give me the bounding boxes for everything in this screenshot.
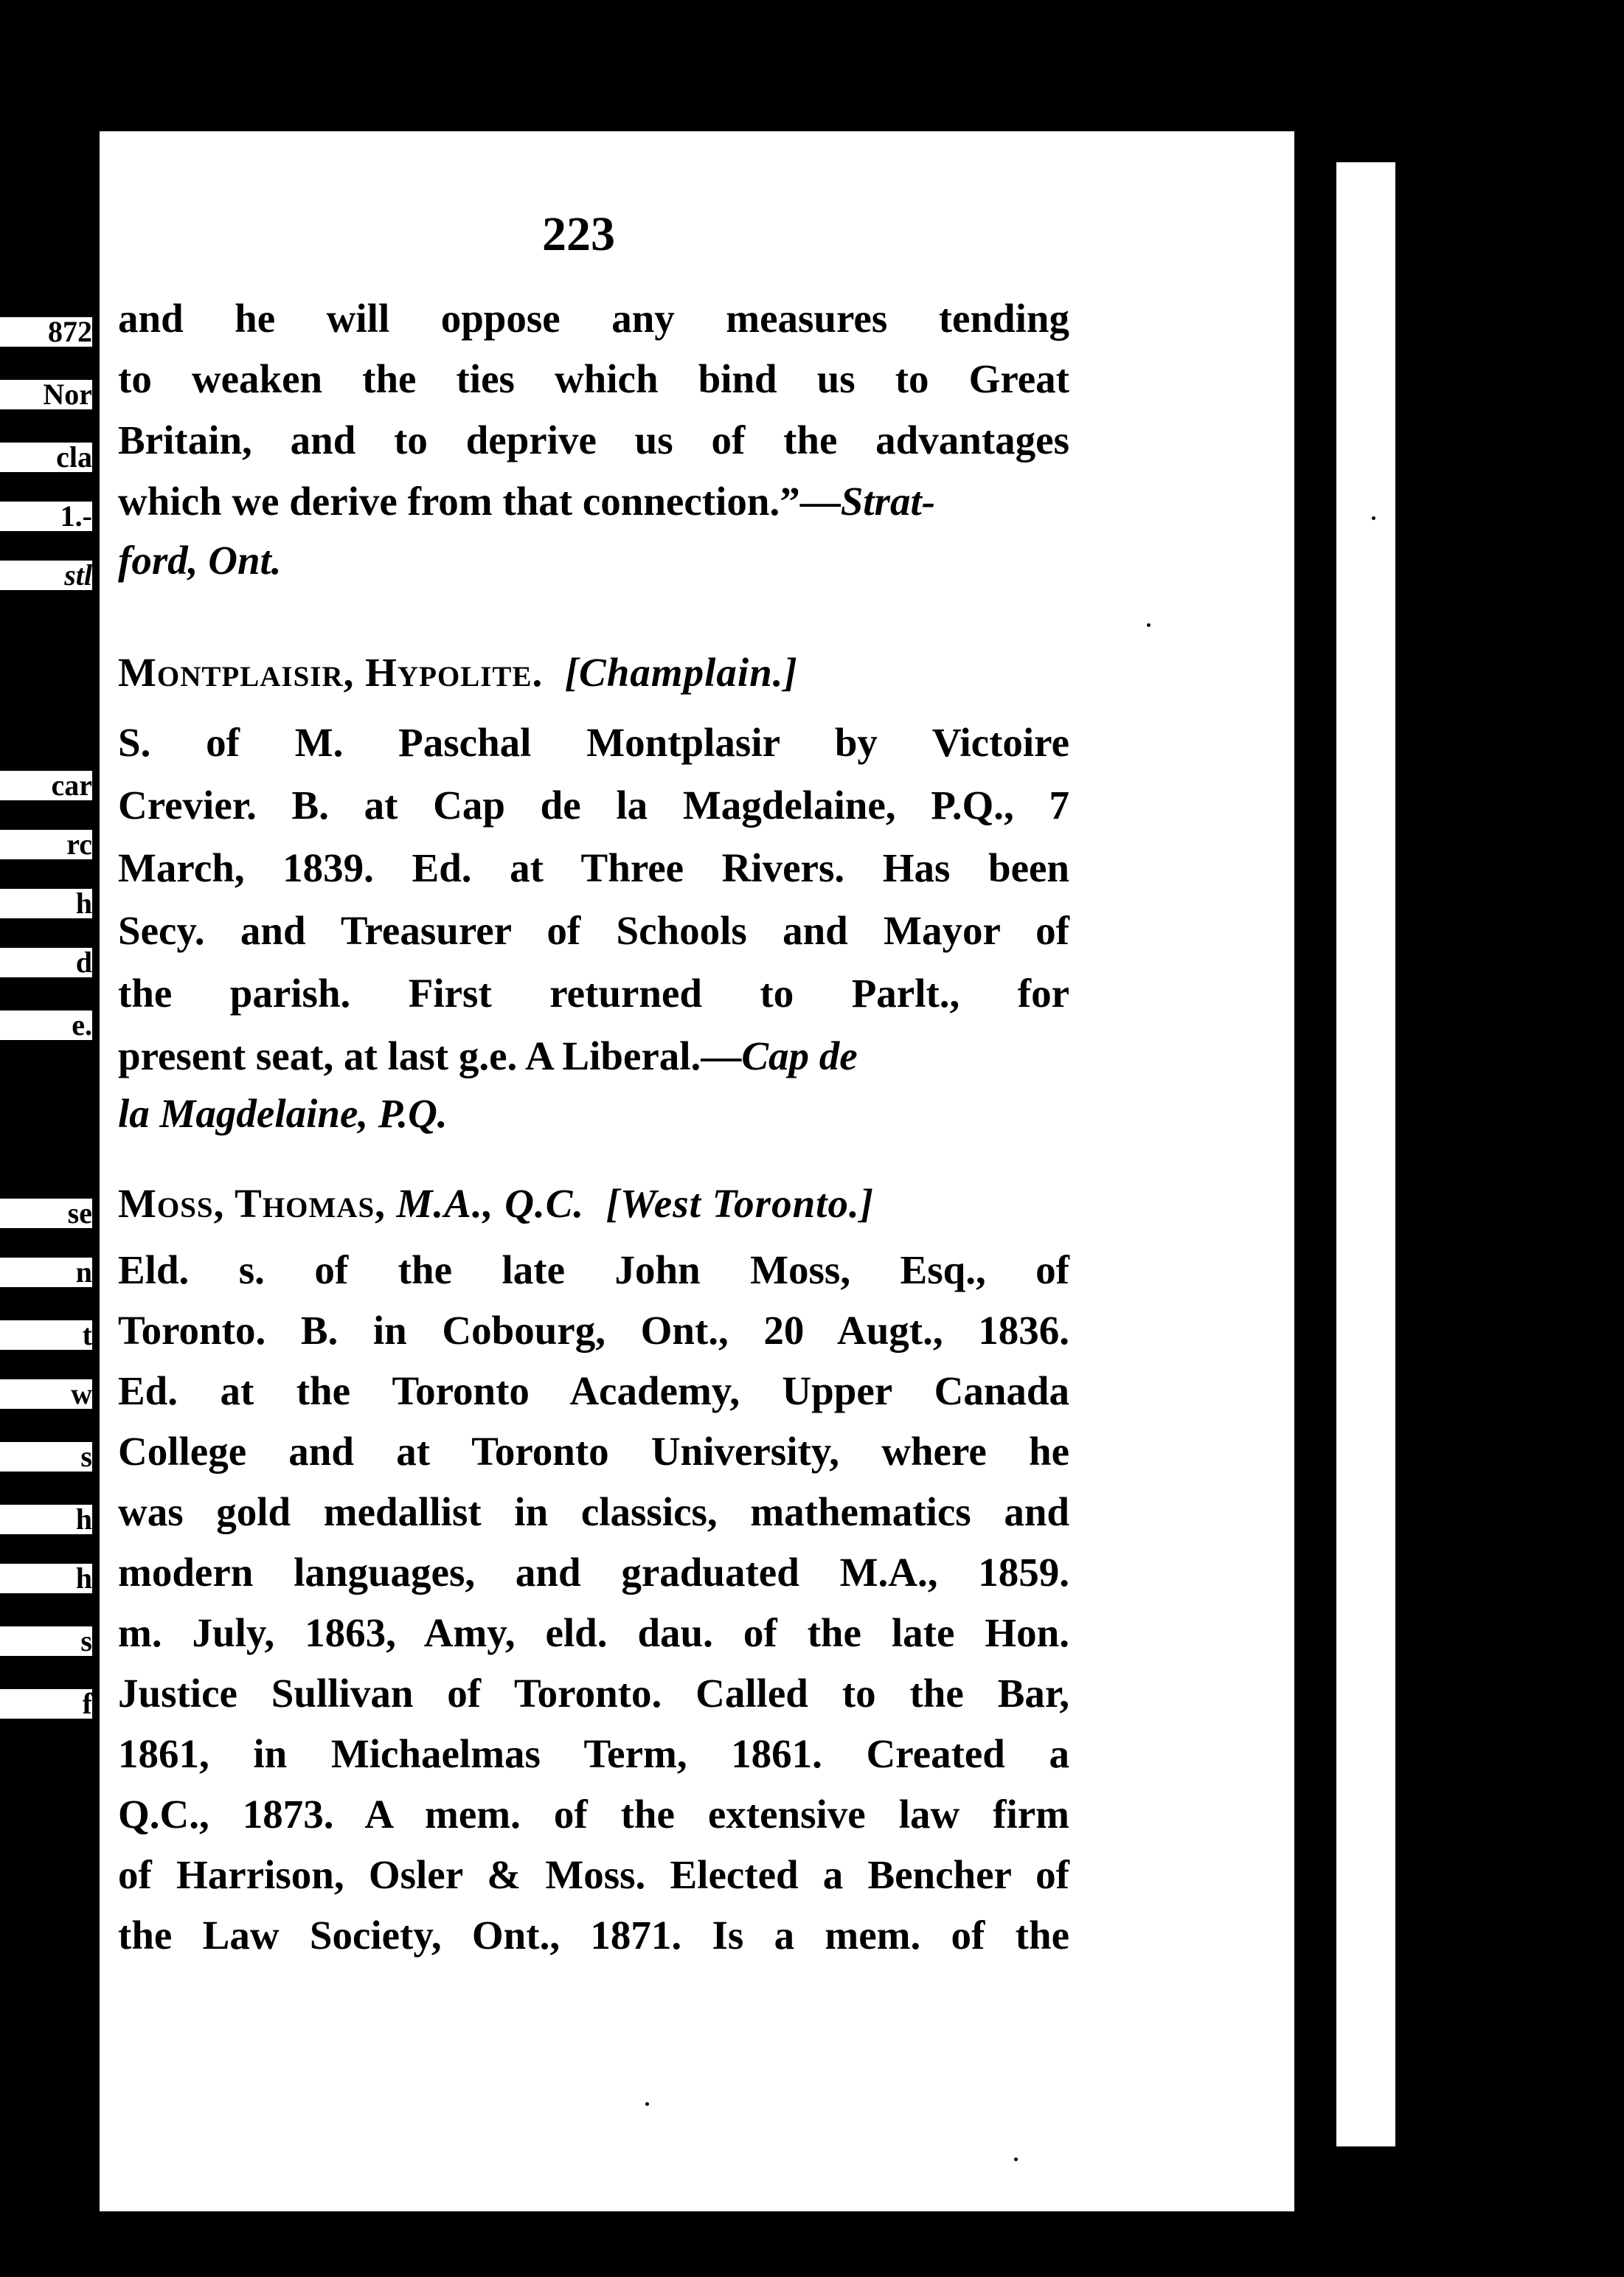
- entry-constituency: [Champlain.]: [564, 650, 798, 695]
- left-page-fragment: h: [0, 889, 92, 918]
- text-line: Crevier. B. at Cap de la Magdelaine, P.Q., 7: [118, 783, 1069, 828]
- left-page-fragment: h: [0, 1564, 92, 1593]
- text-line: the parish. First returned to Parlt., for: [118, 971, 1069, 1016]
- text-line: S. of M. Paschal Montplasir by Victoire: [118, 720, 1069, 765]
- scan-speck: [1372, 516, 1375, 520]
- text-line: Q.C., 1873. A mem. of the extensive law firm: [118, 1792, 1069, 1837]
- left-page-fragment: s: [0, 1442, 92, 1472]
- text-line: [118, 1033, 858, 1079]
- text-line: [118, 478, 935, 524]
- left-page-fragment: cla: [0, 443, 92, 472]
- scan-speck: [645, 2102, 649, 2106]
- text-line: to weaken the ties which bind us to Great: [118, 356, 1069, 401]
- text-line: of Harrison, Osler & Moss. Elected a Bencher of: [118, 1852, 1069, 1897]
- left-page-fragment: se: [0, 1199, 92, 1228]
- text-line: Britain, and to deprive us of the advantages: [118, 417, 1069, 462]
- left-page-fragment: w: [0, 1379, 92, 1409]
- left-page-fragment: 1.-: [0, 502, 92, 531]
- left-page-fragment: h: [0, 1505, 92, 1534]
- entry-heading: [118, 649, 798, 696]
- text-line: modern languages, and graduated M.A., 1859.: [118, 1550, 1069, 1595]
- scan-speck: [1014, 2158, 1018, 2161]
- left-page-fragment: e.: [0, 1011, 92, 1040]
- text-line: m. July, 1863, Amy, eld. dau. of the late Hon.: [118, 1610, 1069, 1655]
- text-segment: which we derive from that connection.”—: [118, 479, 841, 524]
- left-page-fragment: n: [0, 1258, 92, 1287]
- text-line: la Magdelaine, P.Q.: [118, 1091, 448, 1136]
- text-line: Ed. at the Toronto Academy, Upper Canada: [118, 1368, 1069, 1413]
- text-line: ford, Ont.: [118, 538, 282, 583]
- text-line: Eld. s. of the late John Moss, Esq., of: [118, 1247, 1069, 1292]
- entry-heading: [118, 1180, 874, 1227]
- left-page-fragment: t: [0, 1320, 92, 1350]
- text-line: Secy. and Treasurer of Schools and Mayor of: [118, 908, 1069, 953]
- italic-place: Cap de: [741, 1033, 858, 1078]
- text-line: and he will oppose any measures tending: [118, 296, 1069, 341]
- left-page-fragment: d: [0, 948, 92, 977]
- left-page-fragment: car: [0, 771, 92, 800]
- entry-name: Moss, Thomas,: [118, 1181, 386, 1226]
- left-page-fragment: 872: [0, 317, 92, 347]
- text-line: the Law Society, Ont., 1871. Is a mem. of the: [118, 1913, 1069, 1958]
- text-line: was gold medallist in classics, mathematics and: [118, 1489, 1069, 1534]
- italic-place: Strat-: [840, 479, 936, 524]
- left-page-fragment: Nor: [0, 380, 92, 409]
- text-line: 1861, in Michaelmas Term, 1861. Created a: [118, 1731, 1069, 1776]
- left-page-fragment: stl: [0, 561, 92, 590]
- entry-constituency: [West Toronto.]: [605, 1181, 875, 1226]
- entry-name: Montplaisir, Hypolite.: [118, 650, 544, 695]
- scan-speck: [1147, 623, 1151, 627]
- text-line: March, 1839. Ed. at Three Rivers. Has been: [118, 845, 1069, 890]
- page-edge-strip: [1336, 162, 1395, 2146]
- entry-degrees: M.A., Q.C.: [396, 1181, 585, 1226]
- page-number: 223: [542, 207, 615, 261]
- text-segment: present seat, at last g.e. A Liberal.—: [118, 1033, 742, 1078]
- left-page-fragment: s: [0, 1626, 92, 1656]
- text-line: Toronto. B. in Cobourg, Ont., 20 Augt., 1836.: [118, 1308, 1069, 1353]
- text-line: Justice Sullivan of Toronto. Called to the Bar,: [118, 1671, 1069, 1716]
- left-page-fragment: rc: [0, 830, 92, 859]
- left-page-fragment: f: [0, 1689, 92, 1719]
- text-line: College and at Toronto University, where he: [118, 1429, 1069, 1474]
